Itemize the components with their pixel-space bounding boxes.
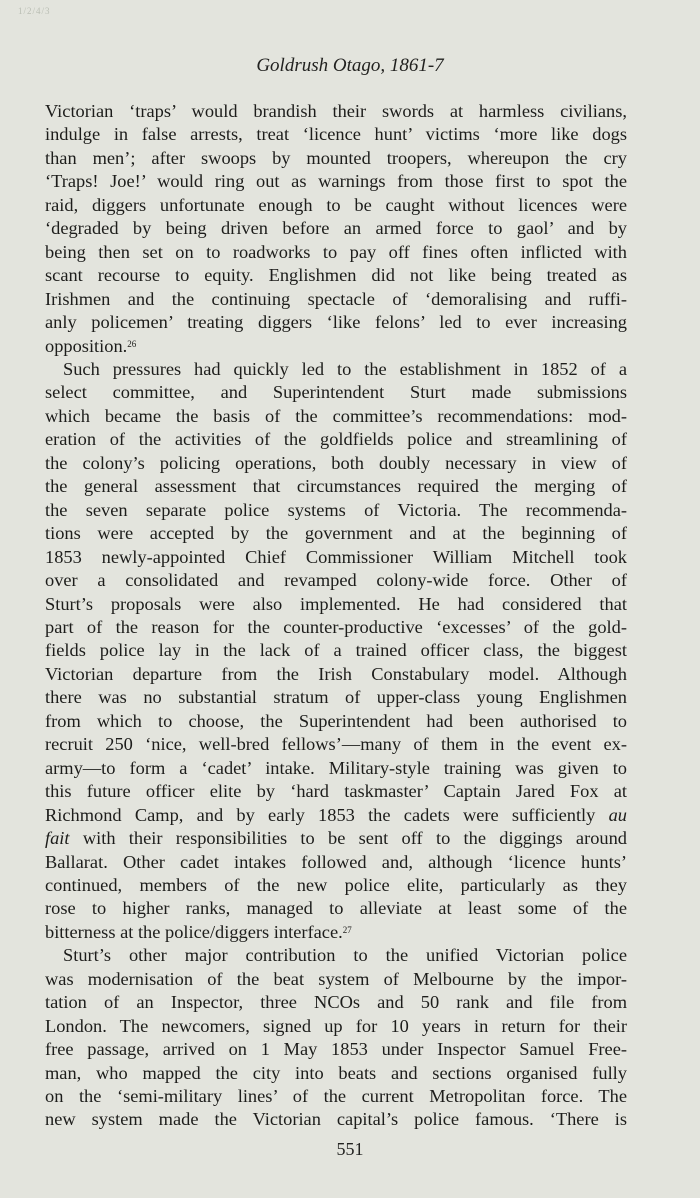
text-line: rose to higher ranks, managed to alleviate at least some of the: [45, 898, 627, 919]
text-line: anly policemen’ treating diggers ‘like felons’ led to ever increasing: [45, 312, 627, 333]
text-line: Irishmen and the continuing spectacle of ‘demoralising and ruffi-: [45, 288, 627, 309]
text-line: Sturt’s other major contribution to the unified Victorian police: [63, 945, 627, 966]
text-line: army—to form a ‘cadet’ intake. Military-style training was given to: [45, 757, 627, 778]
text-line: fields police lay in the lack of a trained officer class, the biggest: [45, 640, 627, 661]
text-line: being then set on to roadworks to pay off fines often inflicted with: [45, 241, 627, 262]
text-line: raid, diggers unfortunate enough to be caught without licences were: [45, 194, 627, 215]
running-head: Goldrush Otago, 1861-7: [256, 55, 444, 76]
text-line: over a consolidated and revamped colony-wide force. Other of: [45, 570, 627, 591]
text-line: which became the basis of the committee’s recommendations: mod-: [45, 405, 627, 426]
paragraph-1: [45, 100, 627, 358]
corner-pencil-mark: 1/2/4/3: [18, 6, 51, 16]
text-line: tation of an Inspector, three NCOs and 50 rank and file from: [45, 992, 627, 1013]
text-line: from which to choose, the Superintendent had been authorised to: [45, 710, 627, 731]
text-line: the colony’s policing operations, both doubly necessary in view of: [45, 452, 627, 473]
text-line: indulge in false arrests, treat ‘licence hunt’ victims ‘more like dogs: [45, 124, 627, 145]
text-line: Victorian departure from the Irish Constabulary model. Although: [45, 663, 627, 684]
text-line: man, who mapped the city into beats and sections organised fully: [45, 1062, 627, 1083]
body-text: [45, 100, 627, 1132]
text-line: free passage, arrived on 1 May 1853 under Inspector Samuel Free-: [45, 1039, 627, 1060]
paragraph-3: [45, 944, 627, 1132]
text-line: the general assessment that circumstances required the merging of: [45, 476, 627, 497]
text-line: continued, members of the new police elite, particularly as they: [45, 874, 627, 895]
italic-phrase: au: [608, 804, 627, 825]
footnote-marker: 27: [342, 924, 352, 935]
text-line: recruit 250 ‘nice, well-bred fellows’—many of them in the event ex-: [45, 734, 627, 755]
text-line: new system made the Victorian capital’s police famous. ‘There is: [45, 1109, 627, 1130]
text-line: Such pressures had quickly led to the establishment in 1852 of a: [63, 358, 627, 379]
footnote-marker: 26: [127, 338, 137, 349]
text-line: eration of the activities of the goldfields police and streamlining of: [45, 429, 627, 450]
text-line: Ballarat. Other cadet intakes followed and, although ‘licence hunts’: [45, 851, 627, 872]
text-line: Richmond Camp, and by early 1853 the cadets were sufficiently au: [45, 804, 627, 825]
page-number: 551: [336, 1139, 364, 1159]
text-line: bitterness at the police/diggers interface.$^{27}$: [45, 921, 352, 942]
text-line: 1853 newly-appointed Chief Commissioner William Mitchell took: [45, 546, 627, 567]
text-line: tions were accepted by the government and at the beginning of: [45, 523, 627, 544]
text-line: there was no substantial stratum of upper-class young Englishmen: [45, 687, 627, 708]
text-line: part of the reason for the counter-productive ‘excesses’ of the gold-: [45, 616, 627, 637]
text-line: ‘degraded by being driven before an armed force to gaol’ and by: [45, 218, 627, 239]
text-line: was modernisation of the beat system of Melbourne by the impor-: [45, 968, 627, 989]
italic-phrase: fait: [45, 828, 70, 849]
text-line: London. The newcomers, signed up for 10 years in return for their: [45, 1015, 627, 1036]
text-line: opposition.$^{26}$: [45, 335, 137, 356]
text-line: on the ‘semi-military lines’ of the current Metropolitan force. The: [45, 1086, 627, 1107]
text-line: than men’; after swoops by mounted troopers, whereupon the cry: [45, 147, 627, 168]
text-line: fait with their responsibilities to be sent off to the diggings around: [45, 828, 627, 849]
text-line: the seven separate police systems of Victoria. The recommenda-: [45, 499, 627, 520]
text-line: this future officer elite by ‘hard taskmaster’ Captain Jared Fox at: [45, 781, 627, 802]
text-line: scant recourse to equity. Englishmen did not like being treated as: [45, 265, 627, 286]
text-line: Victorian ‘traps’ would brandish their swords at harmless civilians,: [45, 101, 627, 121]
paragraph-2: [45, 358, 627, 944]
text-line: Sturt’s proposals were also implemented. He had considered that: [45, 593, 627, 614]
text-line: select committee, and Superintendent Sturt made submissions: [45, 382, 627, 403]
text-line: ‘Traps! Joe!’ would ring out as warnings from those first to spot the: [45, 171, 627, 192]
